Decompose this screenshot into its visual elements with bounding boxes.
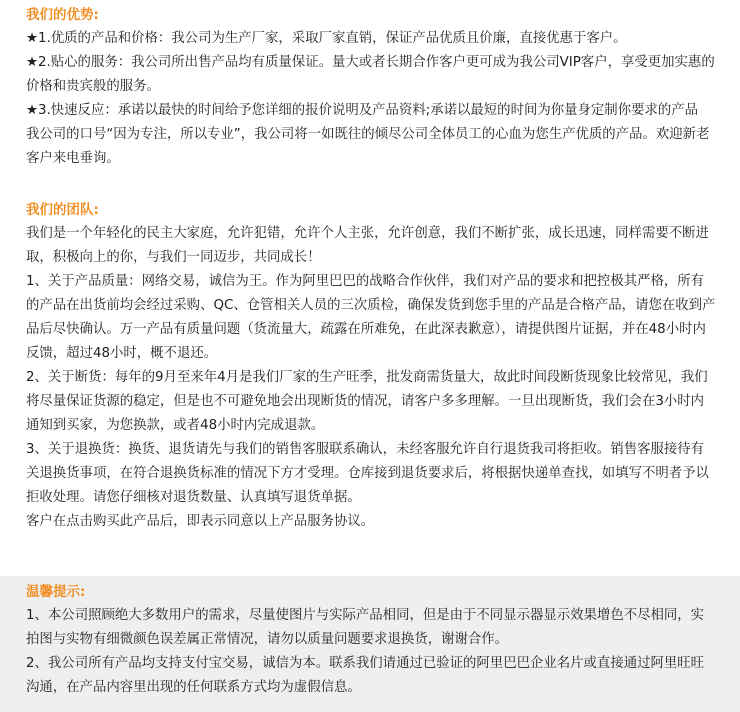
advantages-heading: 我们的优势: [26, 7, 99, 23]
notice-box [0, 576, 740, 712]
notice-item-1: 1、本公司照顾绝大多数用户的需求，尽量使图片与实际产品相同，但是由于不同显示器显示效果增色不尽相同，实拍图与实物有细微颜色误差属正常情况，请勿以质量问题要求退换货，谢谢合作。 [26, 608, 705, 647]
advantage-item-2: ★2.贴心的服务：我公司所出售产品均有质量保证。量大或者长期合作客户更可成为我公司VIP客户，享受更加实惠的价格和贵宾般的服务。 [26, 55, 715, 94]
policy-stockout: 2、关于断货：每年的9月至来年4月是我们厂家的生产旺季，批发商需货量大，故此时间段断货现象比较常见，我们将尽量保证货源的稳定，但是也不可避免地会出现断货的情况，请客户多多理解。一旦出现断货，我们会在3小时内通知到买家，为您换款，或者48小时内完成退款。 [26, 370, 708, 433]
policy-quality: 1、关于产品质量：网络交易，诚信为王。作为阿里巴巴的战略合作伙伴，我们对产品的要求和把控极其严格，所有的产品在出货前均会经过采购、QC、仓管相关人员的三次质检，确保发货到您手里的产品是合格产品，请您在收到产品后尽快确认。万一产品有质量问题（货流量大，疏露在所难免，在此深表歉意），请提供图片证据，并在48小时内反馈，超过48小时，概不退还。 [26, 274, 716, 361]
advantage-item-1: ★1.优质的产品和价格：我公司为生产厂家，采取厂家直销，保证产品优质且价廉，直接优惠于客户。 [26, 31, 627, 46]
notice-heading: 温馨提示: [26, 584, 86, 600]
advantage-item-3: ★3.快速反应：承诺以最快的时间给予您详细的报价说明及产品资料;承诺以最短的时间为你量身定制你要求的产品 [26, 103, 699, 118]
policy-agreement: 客户在点击购买此产品后，即表示同意以上产品服务协议。 [26, 514, 375, 529]
company-slogan: 我公司的口号“因为专注，所以专业”，我公司将一如既往的倾尽公司全体员工的心血为您生产优质的产品。欢迎新老客户来电垂询。 [26, 127, 710, 166]
advantages-section [0, 0, 740, 171]
team-intro: 我们是一个年轻化的民主大家庭，允许犯错，允许个人主张，允许创意，我们不断扩张，成长迅速，同样需要不断进取，积极向上的你，与我们一同迈步，共同成长！ [26, 226, 709, 265]
policy-returns: 3、关于退换货：换货、退货请先与我们的销售客服联系确认，未经客服允许自行退货我司将拒收。销售客服接待有关退换货事项，在符合退换货标准的情况下方才受理。仓库接到退货要求后，将根据快递单查找，如填写不明者予以拒收处理。请您仔细核对退货数量、认真填写退货单据。 [26, 442, 709, 505]
notice-item-2: 2、我公司所有产品均支持支付宝交易，诚信为本。联系我们请通过已验证的阿里巴巴企业名片或直接通过阿里旺旺沟通，在产品内容里出现的任何联系方式均为虚假信息。 [26, 656, 705, 695]
team-section [0, 171, 740, 534]
team-heading: 我们的团队: [26, 202, 99, 218]
